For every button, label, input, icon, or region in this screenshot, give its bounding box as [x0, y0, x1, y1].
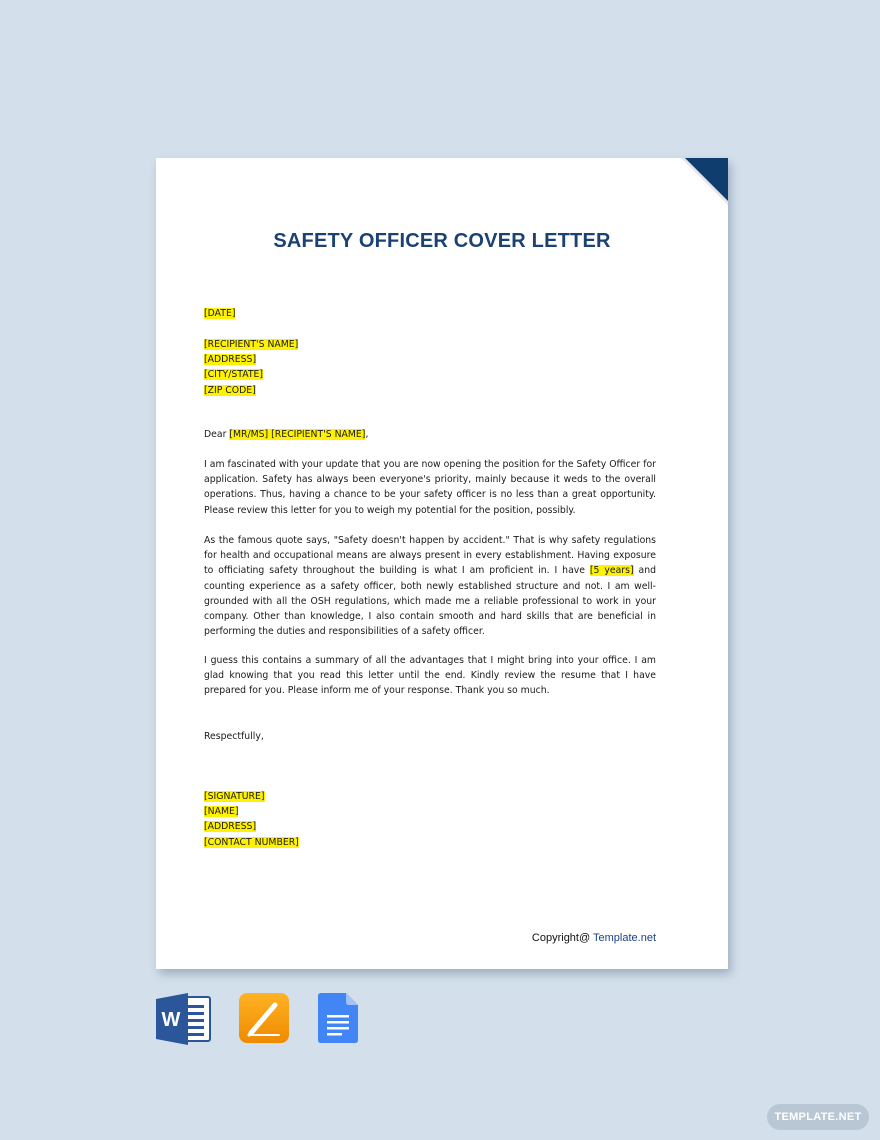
document-page	[156, 158, 728, 969]
copyright-notice	[532, 932, 656, 944]
paragraph-2-after: and counting experience as a safety officer, both newly established structure and not. I am well-grounded with all the OSH regulations, which made me a reliable professional to work in your company. Other than knowledge, I also contain smooth and hard skills that are beneficial in performing the duties and responsibilities of a safety officer.	[204, 565, 656, 638]
copyright-brand-link[interactable]: Template.net	[593, 932, 656, 944]
sender-block	[204, 789, 656, 850]
signature-placeholder: [SIGNATURE]	[204, 791, 265, 802]
recipient-address-block	[204, 337, 656, 398]
salutation	[204, 427, 656, 442]
copyright-prefix: Copyright@	[531, 932, 594, 944]
closing-text: Respectfully,	[204, 731, 264, 742]
sender-address-placeholder: [ADDRESS]	[204, 821, 257, 833]
paragraph-2-before: As the famous quote says, "Safety doesn't happen by accident." That is why safety regulations for health and occupational means are always present in every establishment. Having exposure to officiating safety throughout the building is what I am proficient in. I have	[204, 535, 656, 577]
recipient-city-state-placeholder: [CITY/STATE]	[204, 369, 264, 381]
google-docs-icon[interactable]	[318, 993, 358, 1043]
date-block	[204, 306, 656, 321]
recipient-address-placeholder: [ADDRESS]	[204, 354, 257, 366]
word-icon[interactable]	[156, 993, 212, 1045]
salutation-title-placeholder: [MR/MS]	[229, 429, 269, 440]
pages-icon[interactable]	[239, 993, 289, 1043]
paragraph-1-text: I am fascinated with your update that you are now opening the position for the Safety Officer for application. Safety has always been everyone's priority, mainly because it weds to the overall operations. Thus, having a chance to be your safety officer is no less than a great opportunity. Please review this letter for you to weigh my potential for the position, possibly.	[204, 459, 656, 516]
date-placeholder: [DATE]	[204, 308, 236, 319]
template-net-badge[interactable]: TEMPLATE.NET	[767, 1104, 869, 1130]
paragraph-3	[204, 653, 656, 699]
svg-text:W: W	[161, 1009, 181, 1031]
paragraph-3-text: I guess this contains a summary of all the advantages that I might bring into your office. I am glad knowing that you read this letter until the end. Kindly review the resume that I have prepared for you. Please inform me of your response. Thank you so much.	[204, 655, 656, 697]
salutation-suffix: ,	[365, 429, 369, 440]
paragraph-2-text	[204, 533, 656, 639]
sender-contact-placeholder: [CONTACT NUMBER]	[204, 836, 299, 848]
salutation-prefix: Dear	[204, 429, 230, 440]
recipient-name-placeholder: [RECIPIENT'S NAME]	[204, 339, 299, 350]
paragraph-1	[204, 457, 656, 518]
paragraph-2	[204, 533, 656, 639]
document-title: SAFETY OFFICER COVER LETTER	[273, 230, 611, 252]
years-placeholder: [5 years]	[589, 565, 634, 577]
salutation-name-placeholder: [RECIPIENT'S NAME]	[271, 429, 366, 440]
closing	[204, 729, 656, 744]
corner-fold-decoration	[685, 158, 728, 201]
sender-name-placeholder: [NAME]	[204, 806, 239, 818]
recipient-zip-placeholder: [ZIP CODE]	[204, 384, 256, 396]
